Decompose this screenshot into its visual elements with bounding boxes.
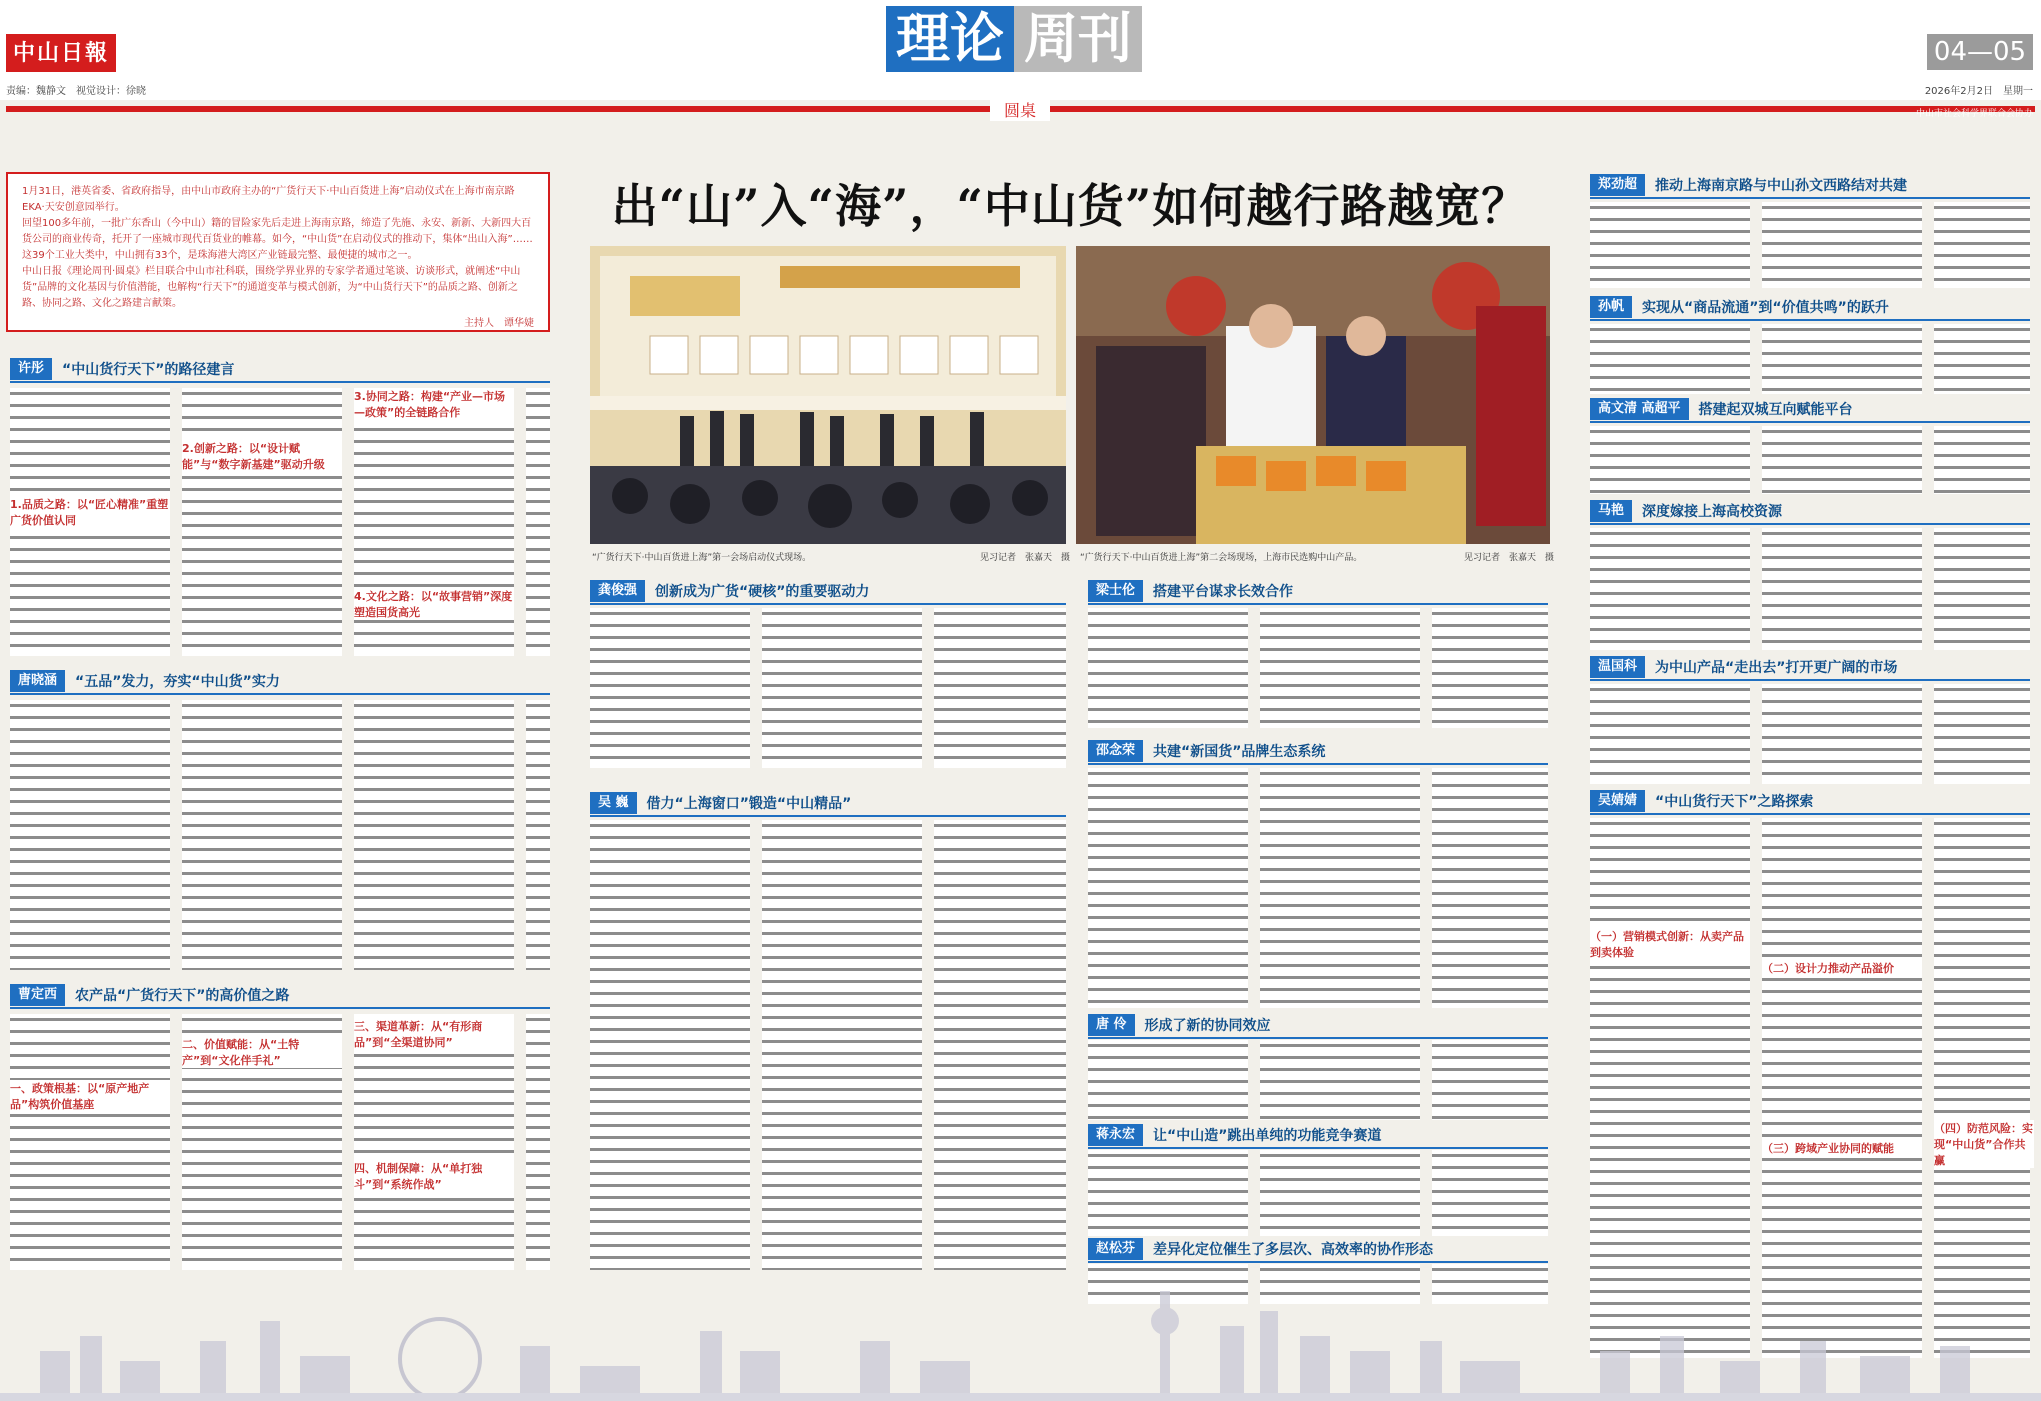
section-rule bbox=[10, 1007, 550, 1009]
section-head-gao bbox=[1590, 398, 2030, 420]
article-body-wujing bbox=[1590, 818, 2030, 1358]
section-head-tang bbox=[10, 670, 550, 692]
author-name: 马艳 bbox=[1590, 500, 1632, 522]
main-headline: 出“山”入“海”，“中山货”如何越行路越宽？ bbox=[611, 179, 1529, 233]
article-body-wu bbox=[590, 820, 1066, 1270]
subhead-a3: 3.协同之路：构建“产业—市场—政策”的全链路合作 bbox=[354, 388, 514, 420]
newspaper-logo[interactable]: 中山日報 bbox=[6, 34, 116, 72]
subhead-p2: （二）设计力推动产品溢价 bbox=[1762, 960, 1922, 976]
section-rule bbox=[1088, 1261, 1548, 1263]
author-name: 高文清 高超平 bbox=[1590, 398, 1689, 420]
subhead-p4: （四）防范风险：实现“中山货”合作共赢 bbox=[1934, 1122, 2033, 1167]
author-name: 孙帆 bbox=[1590, 296, 1632, 318]
section-rule bbox=[1088, 763, 1548, 765]
issue-date: 2026年2月2日 星期一 bbox=[1924, 86, 2033, 97]
article-body-zheng bbox=[1590, 202, 2030, 288]
author-name: 蒋永宏 bbox=[1088, 1124, 1143, 1146]
author-name: 许彤 bbox=[10, 358, 52, 380]
author-name: 梁士伦 bbox=[1088, 580, 1143, 602]
article-body-jiang bbox=[1088, 1150, 1548, 1236]
author-name: 曹定西 bbox=[10, 984, 65, 1006]
article-body-tang bbox=[10, 700, 550, 970]
section-title: 搭建平台谋求长效合作 bbox=[1153, 584, 1294, 600]
section-rule bbox=[1590, 523, 2030, 525]
section-banner bbox=[886, 6, 1142, 72]
section-rule bbox=[1590, 319, 2030, 321]
photo-caption-right: “广货行天下·中山百货进上海”第二会场现场，上海市民选购中山产品。 bbox=[1080, 553, 1363, 563]
section-rule bbox=[1088, 603, 1548, 605]
section-rule bbox=[590, 815, 1066, 817]
section-title: 搭建起双城互向赋能平台 bbox=[1698, 402, 1853, 418]
section-head-wujing bbox=[1590, 790, 2030, 812]
section-title: “中山货行天下”的路径建言 bbox=[62, 362, 235, 378]
section-title: 深度嫁接上海高校资源 bbox=[1642, 504, 1783, 520]
section-title: “五品”发力，夯实“中山货”实力 bbox=[75, 674, 280, 690]
skyline-illustration bbox=[0, 1281, 2041, 1401]
photo-shoppers bbox=[1076, 246, 1550, 544]
subhead-c1: 一、政策根基：以“原产地产品”构筑价值基座 bbox=[10, 1080, 170, 1112]
article-body-tangling bbox=[1088, 1040, 1548, 1120]
section-head-xu bbox=[10, 358, 550, 380]
author-name: 郑劲超 bbox=[1590, 174, 1645, 196]
section-title: 实现从“商品流通”到“价值共鸣”的跃升 bbox=[1642, 300, 1889, 316]
author-name: 吴婧婧 bbox=[1590, 790, 1645, 812]
author-name: 唐 伶 bbox=[1088, 1014, 1135, 1036]
editors-credit: 责编：魏静文 视觉设计：徐晓 bbox=[6, 86, 146, 97]
article-body-shao bbox=[1088, 768, 1548, 1008]
section-rule bbox=[10, 381, 550, 383]
article-body-wen bbox=[1590, 684, 2030, 784]
article-body-gong bbox=[590, 608, 1066, 768]
section-banner-a: 理论 bbox=[886, 6, 1014, 72]
section-head-wu bbox=[590, 792, 1066, 814]
subhead-c3: 三、渠道革新：从“有形商品”到“全渠道协同” bbox=[354, 1018, 514, 1050]
section-head-tangling bbox=[1088, 1014, 1548, 1036]
section-head-zheng bbox=[1590, 174, 2030, 196]
article-body-sun bbox=[1590, 324, 2030, 394]
section-head-cao bbox=[10, 984, 550, 1006]
subhead-c2: 二、价值赋能：从“土特产”到“文化伴手礼” bbox=[182, 1036, 342, 1068]
article-body-gao bbox=[1590, 426, 2030, 494]
section-rule bbox=[1590, 679, 2030, 681]
photo-credit-left: 见习记者 张嘉天 摄 bbox=[980, 553, 1071, 563]
intro-paragraph-1: 1月31日，港英省委、省政府指导，由中山市政府主办的“广货行天下·中山百货进上海”启动仪式在上海市南京路EKA·天安创意园举行。 bbox=[22, 186, 515, 213]
section-title: 创新成为广货“硬核”的重要驱动力 bbox=[655, 584, 870, 600]
subhead-c4: 四、机制保障：从“单打独斗”到“系统作战” bbox=[354, 1160, 514, 1192]
section-rule bbox=[1590, 197, 2030, 199]
article-body-ma bbox=[1590, 528, 2030, 650]
intro-paragraph-3: 中山日报《理论周刊·圆桌》栏目联合中山市社科联，围绕学界业界的专家学者通过笔谈、访谈形式，就阐述“中山货”品牌的文化基因与价值潜能，也解构“行天下”的通道变革与模式创新，为“中山货行天下”的品质之路、创新之路、协同之路、文化之路建言献策。 bbox=[22, 266, 521, 309]
section-rule bbox=[1590, 421, 2030, 423]
section-banner-b: 周刊 bbox=[1014, 6, 1142, 72]
intro-paragraph-2: 回望100多年前，一批广东香山（今中山）籍的冒险家先后走进上海南京路，缔造了先施、永安、新新、大新四大百货公司的商业传奇，托开了一座城市现代百货业的帷幕。如今，“中山货”在启动仪式的推动下，集体“出山入海”……这39个工业大类中，中山拥有33个，是珠海港大湾区产业链最完整、最便捷的城市之一。 bbox=[22, 218, 533, 261]
subhead-a1: 1.品质之路：以“匠心精准”重塑广货价值认同 bbox=[10, 498, 169, 527]
section-rule bbox=[10, 693, 550, 695]
section-head-liang bbox=[1088, 580, 1548, 602]
section-title: 差异化定位催生了多层次、高效率的协作形态 bbox=[1153, 1242, 1434, 1258]
photo-caption-left: “广货行天下·中山百货进上海”第一会场启动仪式现场。 bbox=[592, 553, 812, 563]
photo-launch-ceremony bbox=[590, 246, 1066, 544]
intro-box bbox=[6, 172, 550, 332]
section-head-ma bbox=[1590, 500, 2030, 522]
column-label: 圆桌 bbox=[990, 98, 1050, 121]
section-title: 形成了新的协同效应 bbox=[1144, 1018, 1271, 1034]
section-title: 农产品“广货行天下”的高价值之路 bbox=[75, 988, 290, 1004]
section-head-jiang bbox=[1088, 1124, 1548, 1146]
author-name: 温国科 bbox=[1590, 656, 1645, 678]
photo-credit-right: 见习记者 张嘉天 摄 bbox=[1464, 553, 1555, 563]
section-title: 借力“上海窗口”锻造“中山精品” bbox=[646, 796, 852, 812]
section-title: 共建“新国货”品牌生态系统 bbox=[1153, 744, 1326, 760]
section-title: 为中山产品“走出去”打开更广阔的市场 bbox=[1655, 660, 1898, 676]
author-name: 邵念荣 bbox=[1088, 740, 1143, 762]
page-number: 04—05 bbox=[1927, 34, 2033, 70]
section-head-shao bbox=[1088, 740, 1548, 762]
co-organizer: 中山市社会科学界联合会协办 bbox=[1915, 109, 2033, 119]
masthead bbox=[0, 0, 2041, 100]
section-head-gong bbox=[590, 580, 1066, 602]
section-head-wen bbox=[1590, 656, 2030, 678]
section-head-zhao bbox=[1088, 1238, 1548, 1260]
subhead-a4: 4.文化之路：以“故事营销”深度塑造国货高光 bbox=[354, 590, 513, 619]
subhead-p3: （三）跨域产业协同的赋能 bbox=[1762, 1140, 1922, 1156]
author-name: 龚俊强 bbox=[590, 580, 645, 602]
section-rule bbox=[1088, 1037, 1548, 1039]
section-rule bbox=[590, 603, 1066, 605]
subhead-p1: （一）营销模式创新：从卖产品到卖体验 bbox=[1590, 928, 1750, 960]
section-title: 让“中山造”跳出单纯的功能竞争赛道 bbox=[1153, 1128, 1382, 1144]
section-rule bbox=[1590, 813, 2030, 815]
author-name: 唐晓涵 bbox=[10, 670, 65, 692]
subhead-a2: 2.创新之路：以“设计赋能”与“数字新基建”驱动升级 bbox=[182, 440, 342, 472]
section-rule bbox=[1088, 1147, 1548, 1149]
section-title: 推动上海南京路与中山孙文西路结对共建 bbox=[1655, 178, 1908, 194]
intro-signature: 主持人 谭华婕 bbox=[464, 318, 534, 329]
article-body-liang bbox=[1088, 608, 1548, 728]
section-head-sun bbox=[1590, 296, 2030, 318]
author-name: 吴 巍 bbox=[590, 792, 637, 814]
section-title: “中山货行天下”之路探索 bbox=[1655, 794, 1814, 810]
author-name: 赵松芬 bbox=[1088, 1238, 1143, 1260]
